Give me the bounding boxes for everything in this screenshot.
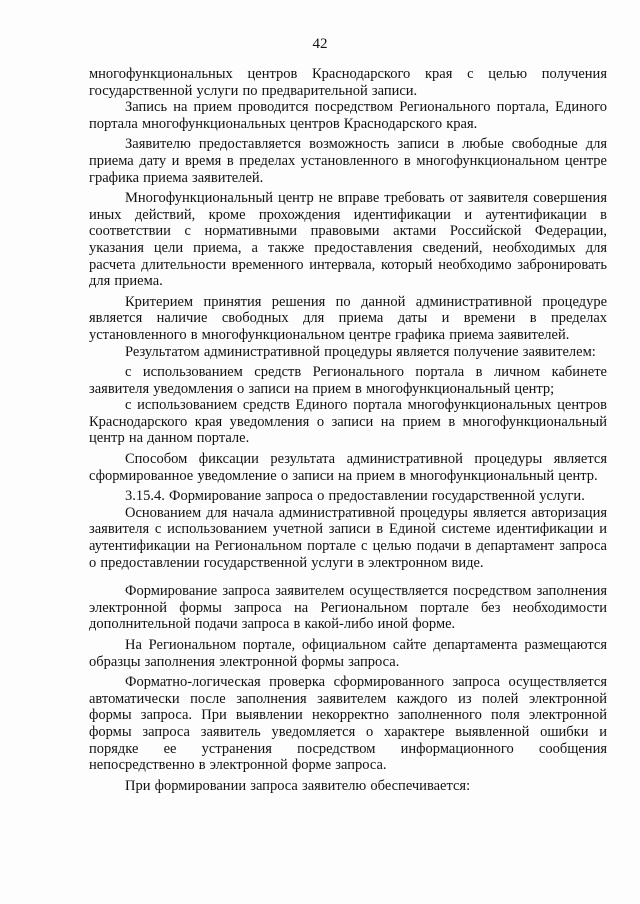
paragraph: Форматно-логическая проверка сформированного запроса осуществляется автоматически после заполнения заявителем каждого из полей электронной формы запроса. При выявлении некорректно заполненного поля электронной формы запроса заявитель уведомляется о характере выявленной ошибки и порядке ее устранения посредством информационного сообщения непосредственно в электронной форме запроса. [89,674,607,774]
paragraph: На Региональном портале, официальном сайте департамента размещаются образцы заполнения электронной формы запроса. [89,637,607,670]
paragraph: Критерием принятия решения по данной административной процедуре является наличие свободных для приема даты и времени в пределах установленного в многофункциональном центре графика приема заявителей. [89,293,607,343]
paragraph: Результатом административной процедуры является получение заявителем: [125,343,596,360]
body-text [89,66,607,794]
paragraph: многофункциональных центров Краснодарского края с целью получения государственной услуги по предварительной записи. [89,66,607,99]
paragraph: с использованием средств Единого портала многофункциональных центров Краснодарского края уведомления о записи на прием в многофункциональный центр на данном портале. [89,397,607,447]
paragraph: Запись на прием проводится посредством Регионального портала, Единого портала многофункциональных центров Краснодарского края. [89,99,607,132]
page-number: 42 [312,36,328,52]
paragraph: При формировании запроса заявителю обеспечивается: [125,777,471,794]
paragraph: Многофункциональный центр не вправе требовать от заявителя совершения иных действий, кроме прохождения идентификации и аутентификации в соответствии с нормативными правовыми актами Российской Федерации, указания цели приема, а также предоставления сведений, необходимых для расчета длительности временного интервала, который необходимо забронировать для приема. [89,190,607,290]
paragraph: с использованием средств Регионального портала в личном кабинете заявителя уведомления о записи на прием в многофункциональный центр; [89,364,607,397]
paragraph: Способом фиксации результата административной процедуры является сформированное уведомление о записи на прием в многофункциональный центр. [89,451,607,484]
paragraph: Основанием для начала административной процедуры является авторизация заявителя с использованием учетной записи в Единой системе идентификации и аутентификации на Региональном портале с целью подачи в департамент запроса о предоставлении государственной услуги в электронном виде. [89,504,607,571]
paragraph: Формирование запроса заявителем осуществляется посредством заполнения электронной формы запроса на Региональном портале без необходимости дополнительной подачи запроса в какой-либо иной форме. [89,583,607,633]
section-heading: 3.15.4. Формирование запроса о предоставлении государственной услуги. [125,488,585,505]
paragraph: Заявителю предоставляется возможность записи в любые свободные для приема дату и время в пределах установленного в многофункциональном центре графика приема заявителей. [89,136,607,186]
